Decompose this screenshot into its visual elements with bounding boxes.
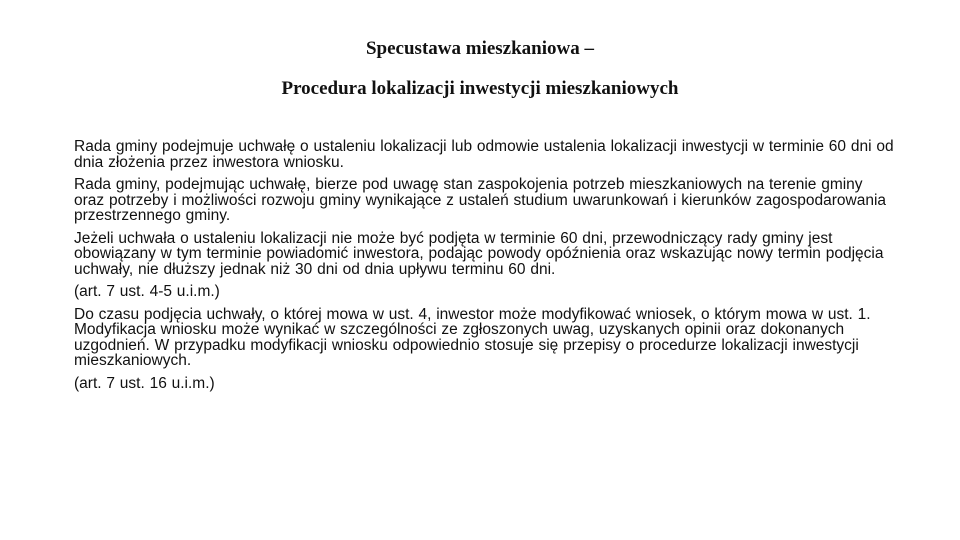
paragraph-4: Do czasu podjęcia uchwały, o której mowa w ust. 4, inwestor może modyfikować wniosek, o którym mowa w ust. 1. Modyfikacja wniosku może wynikać w szczególności ze zgłoszonych uwag, uzyskanych opinii oraz dokonanych uzgodnień. W przypadku modyfikacji wniosku odpowiednio stosuje się przepisy o procedurze lokalizacji inwestycji mieszkaniowych. [74,305,871,369]
paragraph-2: Rada gminy, podejmując uchwałę, bierze pod uwagę stan zaspokojenia potrzeb mieszkaniowych na terenie gminy oraz potrzeby i możliwości rozwoju gminy wynikające z ustaleń studium uwarunkowań i kierunków zagospodarowania przestrzennego gminy. [74,176,887,224]
citation-1: (art. 7 ust. 4-5 u.i.m.) [74,283,220,300]
slide-body [74,139,894,398]
slide-title: Specustawa mieszkaniowa – [365,38,594,59]
citation-2: (art. 7 ust. 16 u.i.m.) [74,374,215,392]
slide-subtitle: Procedura lokalizacji inwestycji mieszkaniowych [281,78,679,99]
paragraph-3: Jeżeli uchwała o ustaleniu lokalizacji nie może być podjęta w terminie 60 dni, przewodniczący rady gminy jest obowiązany w tym terminie powiadomić inwestora, podając powody opóźnienia oraz wskazując nowy termin podjęcia uchwały, nie dłuższy jednak niż 30 dni od dnia upływu terminu 60 dni. [74,229,884,278]
paragraph-1: Rada gminy podejmuje uchwałę o ustaleniu lokalizacji lub odmowie ustalenia lokalizacji inwestycji w terminie 60 dni od dnia złożenia przez inwestora wniosku. [74,138,894,171]
